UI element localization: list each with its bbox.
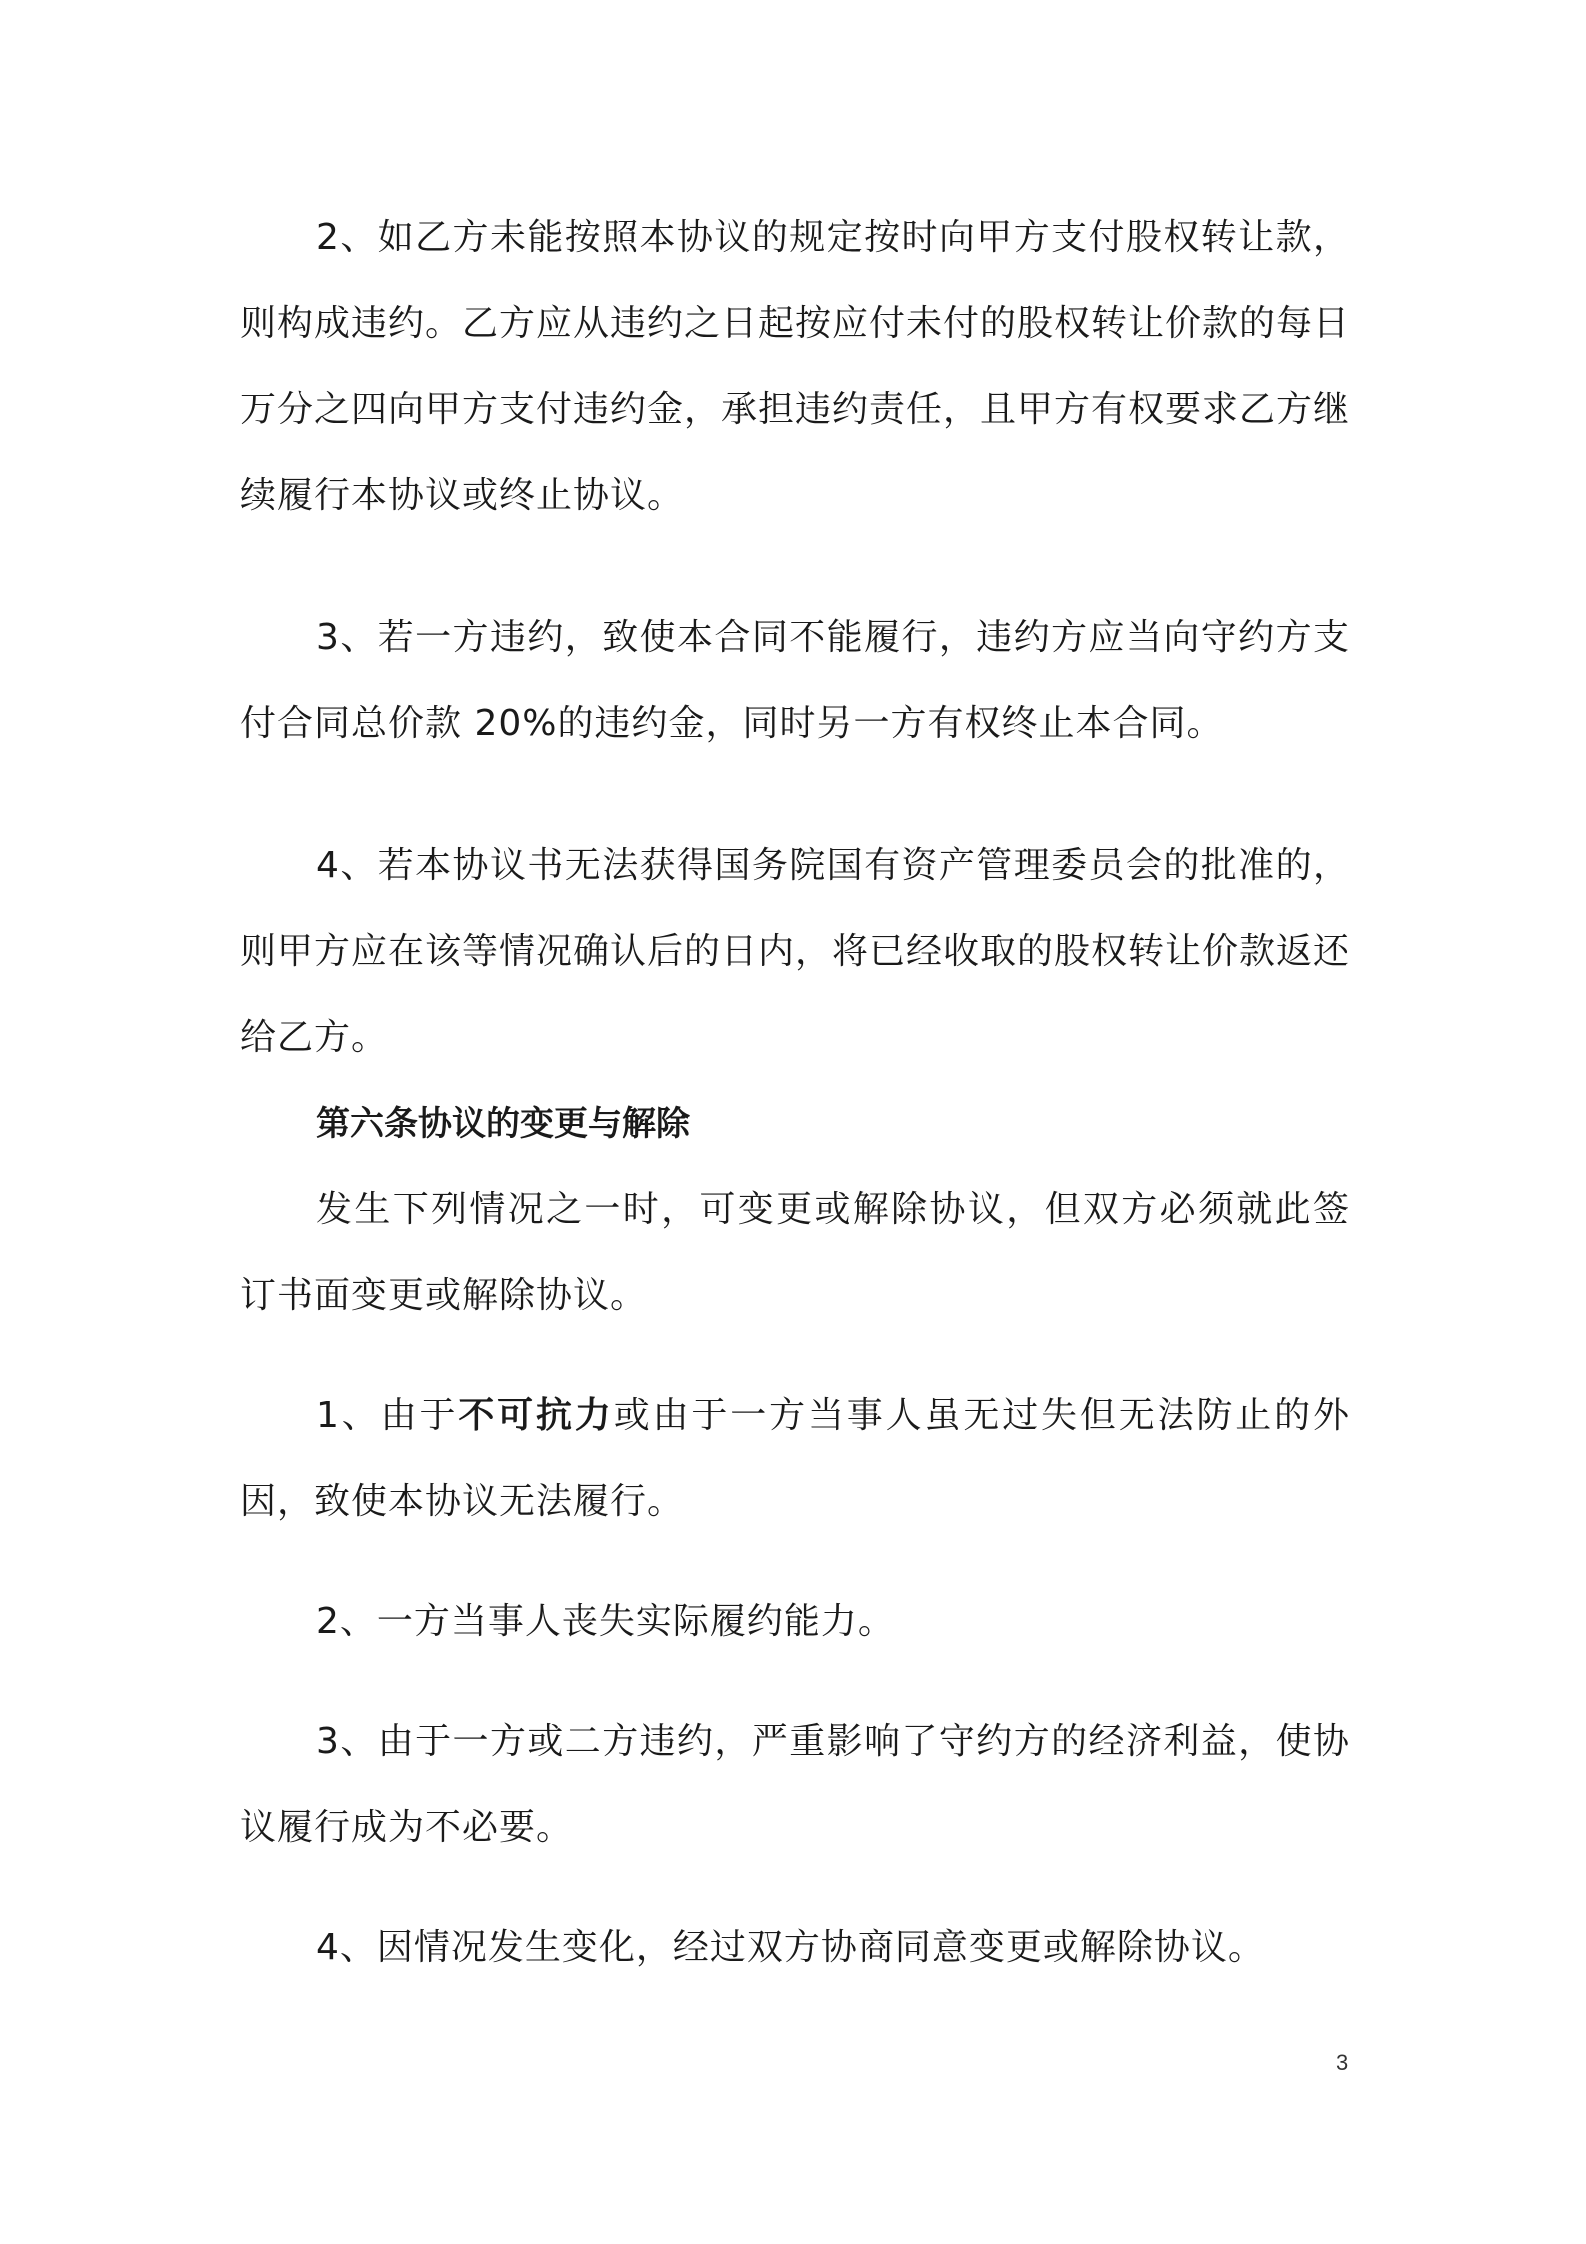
paragraph-intro: 发生下列情况之一时，可变更或解除协议，但双方必须就此签订书面变更或解除协议。 [240,1189,1350,1316]
page-number: 3 [1336,2050,1349,2075]
page-content [240,195,1350,1991]
list-item-capacity-loss: 2、一方当事人丧失实际履约能力。 [316,1601,895,1642]
paragraph-approval-refund: 4、若本协议书无法获得国务院国有资产管理委员会的批准的，则甲方应在该等情况确认后的日内，将已经收取的股权转让价款返还给乙方。 [240,845,1351,1058]
item-suffix: 或由于一方当事人虽无过失但无法防止的外因，致使本协议无法履行。 [240,1395,1350,1522]
list-item-breach-impact: 3、由于一方或二方违约，严重影响了守约方的经济利益，使协议履行成为不必要。 [240,1721,1350,1848]
paragraph-breach-payment: 2、如乙方未能按照本协议的规定按时向甲方支付股权转让款，则构成违约。乙方应从违约之日起按应付未付的股权转让价款的每日万分之四向甲方支付违约金，承担违约责任，且甲方有权要求乙方继续履行本协议或终止协议。 [240,217,1351,516]
section-heading: 第六条协议的变更与解除 [316,1104,690,1144]
force-majeure-term: 不可抗力 [458,1395,614,1436]
item-prefix: 1、由于 [316,1395,459,1436]
list-item-mutual-agreement: 4、因情况发生变化，经过双方协商同意变更或解除协议。 [316,1927,1265,1968]
paragraph-breach-penalty: 3、若一方违约，致使本合同不能履行，违约方应当向守约方支付合同总价款 20%的违约金，同时另一方有权终止本合同。 [240,617,1350,744]
list-item-force-majeure [240,1373,1350,1545]
